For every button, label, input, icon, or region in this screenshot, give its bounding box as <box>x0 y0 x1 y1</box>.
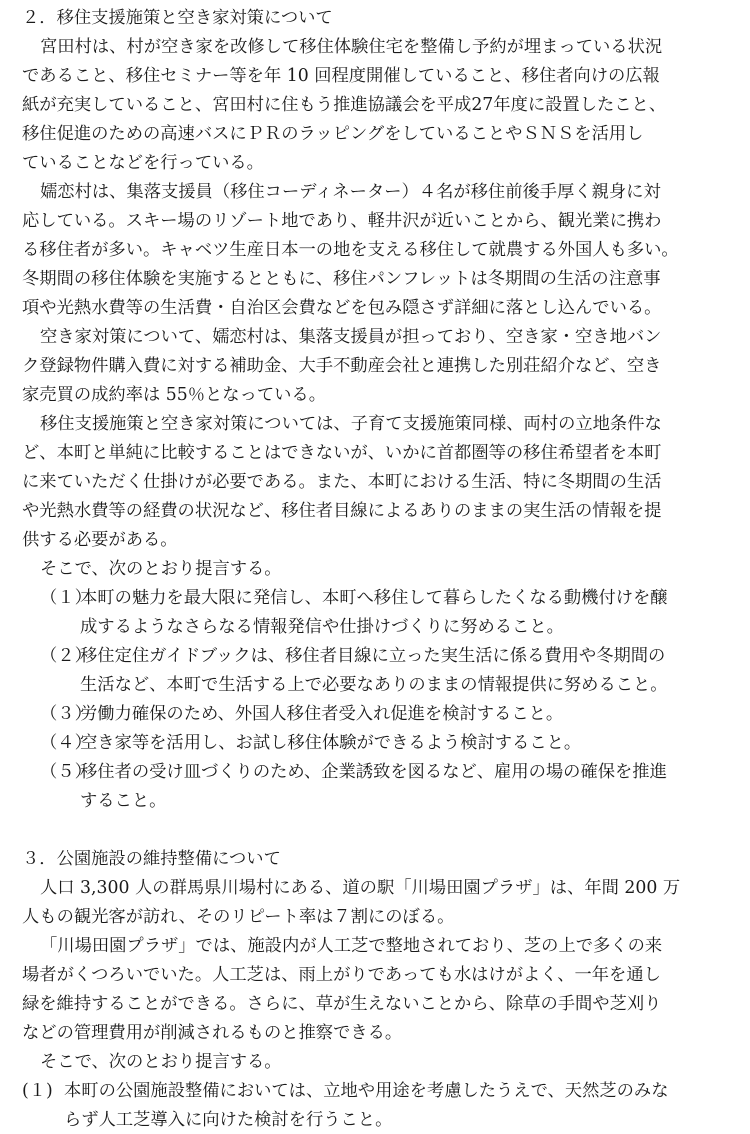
list-item-text: 成するようなさらなる情報発信や仕掛けづくりに努めること。 <box>80 617 564 637</box>
paragraph-line: 人もの観光客が訪れ、そのリピート率は７割にのぼる。 <box>22 907 455 927</box>
paragraph-line: ていることなどを行っている。 <box>22 153 264 173</box>
paragraph-line: 家売買の成約率は 55％となっている。 <box>22 385 326 405</box>
section-3-heading: ３．公園施設の維持整備について <box>22 849 281 869</box>
paragraph-line: 宮田村は、村が空き家を改修して移住体験住宅を整備し予約が埋まっている状況 <box>40 37 663 57</box>
recommendation-intro: そこで、次のとおり提言する。 <box>40 559 282 579</box>
paragraph-line: 嬬恋村は、集落支援員（移住コーディネーター）４名が移住前後手厚く親身に対 <box>40 182 661 202</box>
list-item-number: (１) <box>22 1081 53 1101</box>
paragraph-line: 応している。スキー場のリゾート地であり、軽井沢が近いことから、観光業に携わ <box>22 211 662 231</box>
paragraph-line: 移住促進のための高速バスにＰＲのラッピングをしていることやＳＮＳを活用し <box>22 124 644 144</box>
list-item-text: 移住者の受け皿づくりのため、企業誘致を図るなど、雇用の場の確保を推進 <box>80 762 667 782</box>
paragraph-line: 供する必要がある。 <box>22 530 178 550</box>
paragraph-line: などの管理費用が削減されるものと推察できる。 <box>22 1023 403 1043</box>
list-item-text: 本町の公園施設整備においては、立地や用途を考慮したうえで、天然芝のみな <box>64 1081 669 1101</box>
paragraph-line: 場者がくつろいでいた。人工芝は、雨上がりであっても水はけがよく、一年を通し <box>22 965 661 985</box>
list-item-text: 本町の魅力を最大限に発信し、本町へ移住して暮らしたくなる動機付けを醸 <box>80 588 668 608</box>
list-item-text: 生活など、本町で生活する上で必要なありのままの情報提供に努めること。 <box>80 675 668 695</box>
paragraph-line: る移住者が多い。キャベツ生産日本一の地を支える移住して就農する外国人も多い。 <box>22 240 679 260</box>
list-item-text: らず人工芝導入に向けた検討を行うこと。 <box>64 1110 393 1130</box>
list-item-text: 空き家等を活用し、お試し移住体験ができるよう検討すること。 <box>80 733 582 753</box>
paragraph-line: ク登録物件購入費に対する補助金、大手不動産会社と連携した別荘紹介など、空き <box>22 356 662 376</box>
paragraph-line: 冬期間の移住体験を実施するとともに、移住パンフレットは冬期間の生活の注意事 <box>22 269 661 289</box>
paragraph-line: 項や光熱水費等の生活費・自治区会費などを包み隠さず詳細に落とし込んでいる。 <box>22 298 662 318</box>
paragraph-line: 「川場田園プラザ」では、施設内が人工芝で整地されており、芝の上で多くの来 <box>40 936 663 956</box>
list-item-text: すること。 <box>80 791 167 811</box>
paragraph-line: 紙が充実していること、宮田村に住もう推進協議会を平成27年度に設置したこと、 <box>22 95 667 115</box>
list-item-number: （２） <box>40 646 92 666</box>
list-item-text: 移住定住ガイドブックは、移住者目線に立った実生活に係る費用や冬期間の <box>80 646 666 666</box>
paragraph-line: 緑を維持することができる。さらに、草が生えないことから、除草の手間や芝刈り <box>22 994 662 1014</box>
paragraph-line: や光熱水費等の経費の状況など、移住者目線によるありのままの実生活の情報を提 <box>22 501 662 521</box>
paragraph-line: であること、移住セミナー等を年 10 回程度開催していること、移住者向けの広報 <box>22 66 660 86</box>
list-item-number: （３） <box>40 704 92 724</box>
paragraph-line: 移住支援施策と空き家対策については、子育て支援施策同様、両村の立地条件な <box>40 414 662 434</box>
list-item-number: （４） <box>40 733 92 753</box>
list-item-number: （５） <box>40 762 92 782</box>
paragraph-line: に来ていただく仕掛けが必要である。また、本町における生活、特に冬期間の生活 <box>22 472 662 492</box>
recommendation-intro: そこで、次のとおり提言する。 <box>40 1052 282 1072</box>
list-item-number: （１） <box>40 588 92 608</box>
list-item-text: 労働力確保のため、外国人移住者受入れ促進を検討すること。 <box>80 704 564 724</box>
section-2-heading: ２．移住支援施策と空き家対策について <box>22 8 333 28</box>
paragraph-line: 空き家対策について、嬬恋村は、集落支援員が担っており、空き家・空き地バン <box>40 327 662 347</box>
paragraph-line: ど、本町と単純に比較することはできないが、いかに首都圏等の移住希望者を本町 <box>22 443 662 463</box>
paragraph-line: 人口 3,300 人の群馬県川場村にある、道の駅「川場田園プラザ」は、年間 200 万 <box>40 878 681 898</box>
